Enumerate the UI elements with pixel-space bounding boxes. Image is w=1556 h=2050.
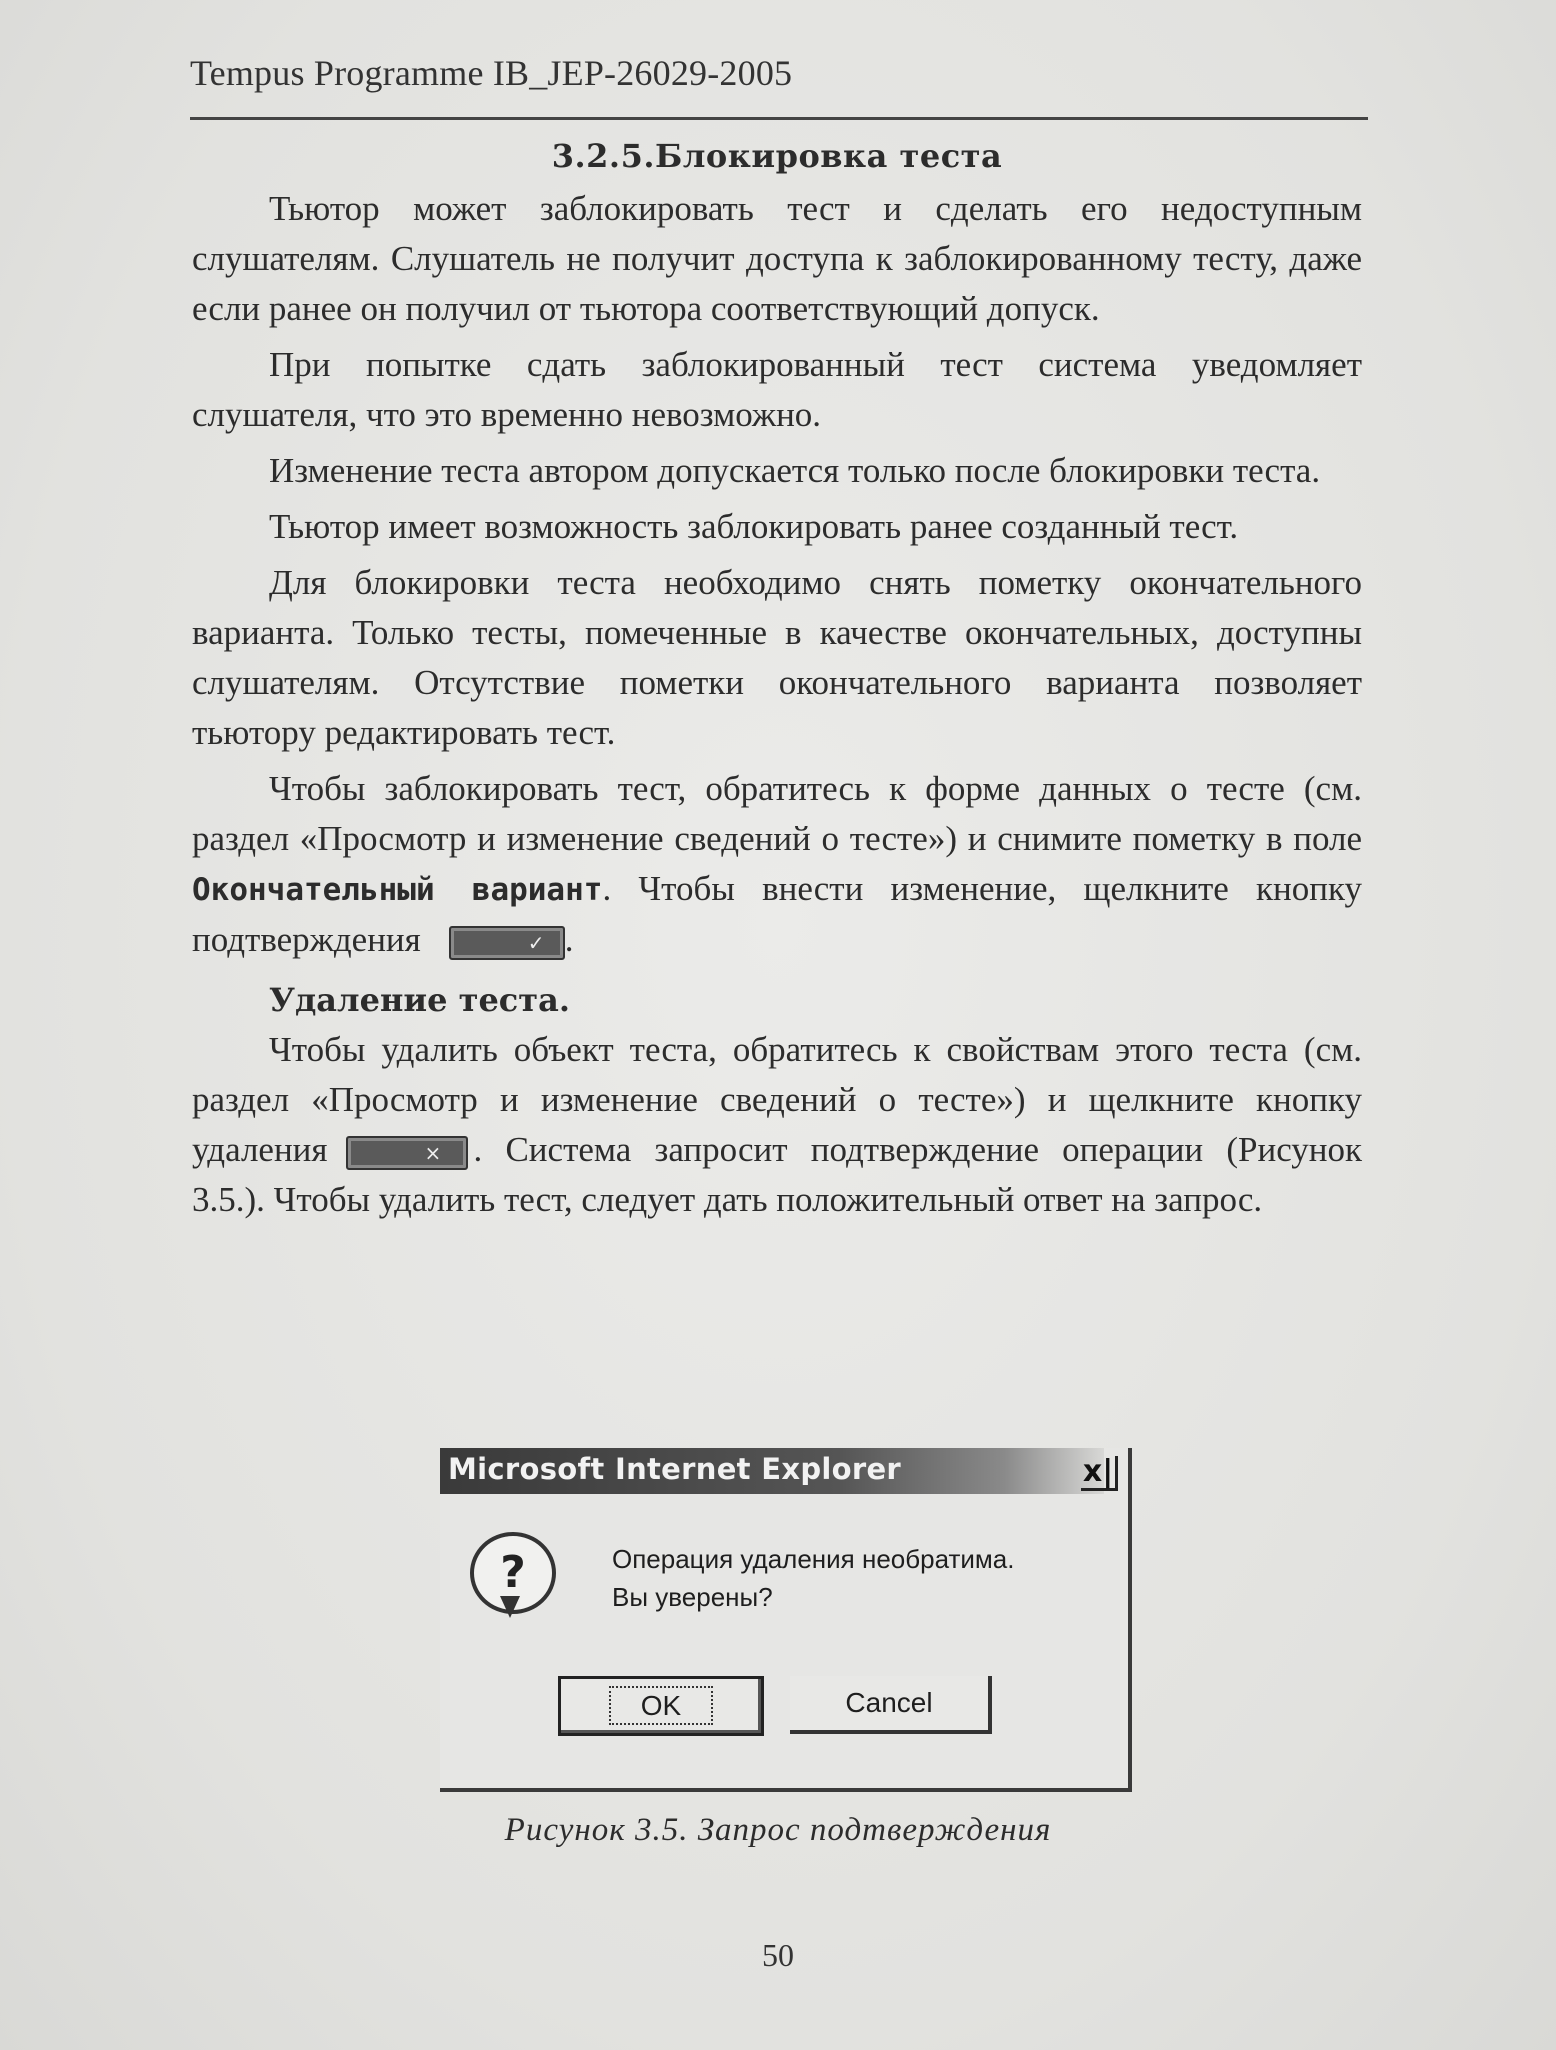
delete-button-icon: × xyxy=(346,1136,468,1170)
deletion-paragraph-end: . Система запросит подтверждение операции (Рисунок 3.5.). Чтобы удалить тест, следует дать положительный ответ на запрос. xyxy=(192,1130,1362,1219)
confirm-button-icon: ✓ xyxy=(449,926,565,960)
figure-caption: Рисунок 3.5. Запрос подтверждения xyxy=(504,1812,1052,1848)
question-icon-tail xyxy=(500,1596,520,1618)
page-number: 50 xyxy=(762,1937,794,1973)
paragraph-6-start: Чтобы заблокировать тест, обратитесь к форме данных о тесте (см. раздел «Просмотр и изменение сведений о тесте») и снимите пометку в поле xyxy=(192,769,1362,858)
ok-button-label: OK xyxy=(609,1686,713,1725)
close-button[interactable]: x| xyxy=(1081,1456,1118,1491)
dialog-message-line1: Операция удаления необратима. xyxy=(612,1544,1015,1574)
paragraph-5: Для блокировки теста необходимо снять пометку окончательного варианта. Только тесты, помеченные в качестве окончательных, доступны слушателям. Отсутствие пометки окончательного варианта позволяет тьютору редактировать тест. xyxy=(192,563,1362,752)
section-title: 3.2.5.Блокировка теста xyxy=(551,137,1003,175)
deletion-paragraph xyxy=(192,1025,1362,1225)
dialog-message-line2: Вы уверены? xyxy=(612,1582,773,1612)
main-content xyxy=(192,128,1362,1225)
paragraph-3: Изменение теста автором допускается только после блокировки теста. xyxy=(269,451,1321,490)
paragraph-6-end: . xyxy=(564,920,574,959)
dialog-title: Microsoft Internet Explorer xyxy=(448,1452,902,1486)
dialog-titlebar xyxy=(440,1448,1104,1494)
dialog-message xyxy=(612,1540,1015,1616)
paragraph-6 xyxy=(192,764,1362,965)
header-rule xyxy=(190,117,1368,120)
paragraph-6-middle: . Чтобы внести изменение, щелкните кнопку подтверждения xyxy=(192,869,1363,959)
paragraph-4: Тьютор имеет возможность заблокировать ранее созданный тест. xyxy=(269,507,1239,546)
running-header: Tempus Programme IB_JEP-26029-2005 xyxy=(190,53,793,93)
question-icon: ? xyxy=(470,1532,556,1614)
paragraph-2: При попытке сдать заблокированный тест система уведомляет слушателя, что это временно невозможно. xyxy=(192,345,1362,434)
paragraph-1: Тьютор может заблокировать тест и сделать его недоступным слушателям. Слушатель не получит доступа к заблокированному тесту, даже если ранее он получил от тьютора соответствующий допуск. xyxy=(192,189,1362,328)
confirm-dialog xyxy=(440,1448,1132,1792)
deletion-paragraph-start: Чтобы удалить объект теста, обратитесь к свойствам этого теста (см. раздел «Просмотр и изменение сведений о тесте») и щелкните кнопку удаления xyxy=(192,1030,1362,1169)
cancel-button[interactable]: Cancel xyxy=(790,1676,992,1734)
deletion-heading: Удаление теста. xyxy=(269,981,570,1019)
ok-button[interactable] xyxy=(558,1676,764,1736)
final-version-field-name: Окончательный вариант xyxy=(192,872,603,908)
